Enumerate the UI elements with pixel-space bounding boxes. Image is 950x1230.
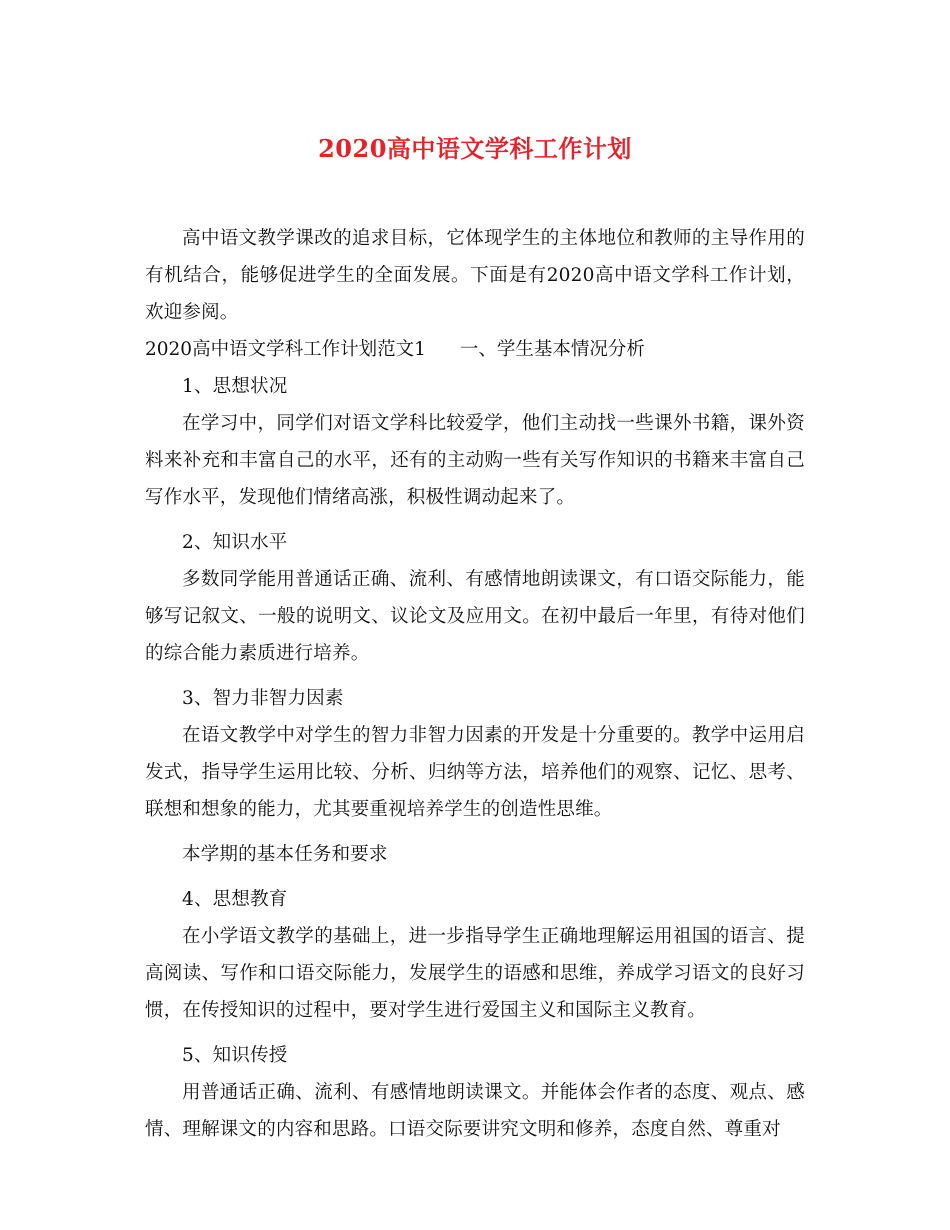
item3-heading: 3、智力非智力因素 [182,688,344,709]
item2-heading: 2、知识水平 [182,532,288,553]
document-title: 2020高中语文学科工作计划 [318,134,632,163]
intro-paragraph: 高中语文教学课改的追求目标，它体现学生的主体地位和教师的主导作用的有机结合，能够促进学生的全面发展。下面是有2020高中语文学科工作计划，欢迎参阅。 [145,228,805,323]
item4-paragraph: 在小学语文教学的基础上，进一步指导学生正确地理解运用祖国的语言、提高阅读、写作和口语交际能力，发展学生的语感和思维，养成学习语文的良好习惯，在传授知识的过程中，要对学生进行爱国主义和国际主义教育。 [145,926,805,1021]
section-heading-title: 2020高中语文学科工作计划范文1 [145,339,426,360]
section-heading [145,331,805,368]
item1-heading: 1、思想状况 [182,376,288,397]
tasks-heading: 本学期的基本任务和要求 [182,844,388,865]
item2-paragraph: 多数同学能用普通话正确、流利、有感情地朗读课文，有口语交际能力，能够写记叙文、一般的说明文、议论文及应用文。在初中最后一年里，有待对他们的综合能力素质进行培养。 [145,569,805,664]
document-body [145,220,805,1148]
item4-heading: 4、思想教育 [182,889,288,910]
item5-heading: 5、知识传授 [182,1045,288,1066]
section-heading-subtitle: 一、学生基本情况分析 [459,339,645,360]
item3-paragraph: 在语文教学中对学生的智力非智力因素的开发是十分重要的。教学中运用启发式，指导学生运用比较、分析、归纳等方法，培养他们的观察、记忆、思考、联想和想象的能力，尤其要重视培养学生的创造性思维。 [145,725,805,820]
item1-paragraph: 在学习中，同学们对语文学科比较爱学，他们主动找一些课外书籍，课外资料来补充和丰富自己的水平，还有的主动购一些有关写作知识的书籍来丰富自己写作水平，发现他们情绪高涨，积极性调动起来了。 [145,413,805,508]
item5-paragraph: 用普通话正确、流利、有感情地朗读课文。并能体会作者的态度、观点、感情、理解课文的内容和思路。口语交际要讲究文明和修养，态度自然、尊重对 [145,1082,805,1140]
